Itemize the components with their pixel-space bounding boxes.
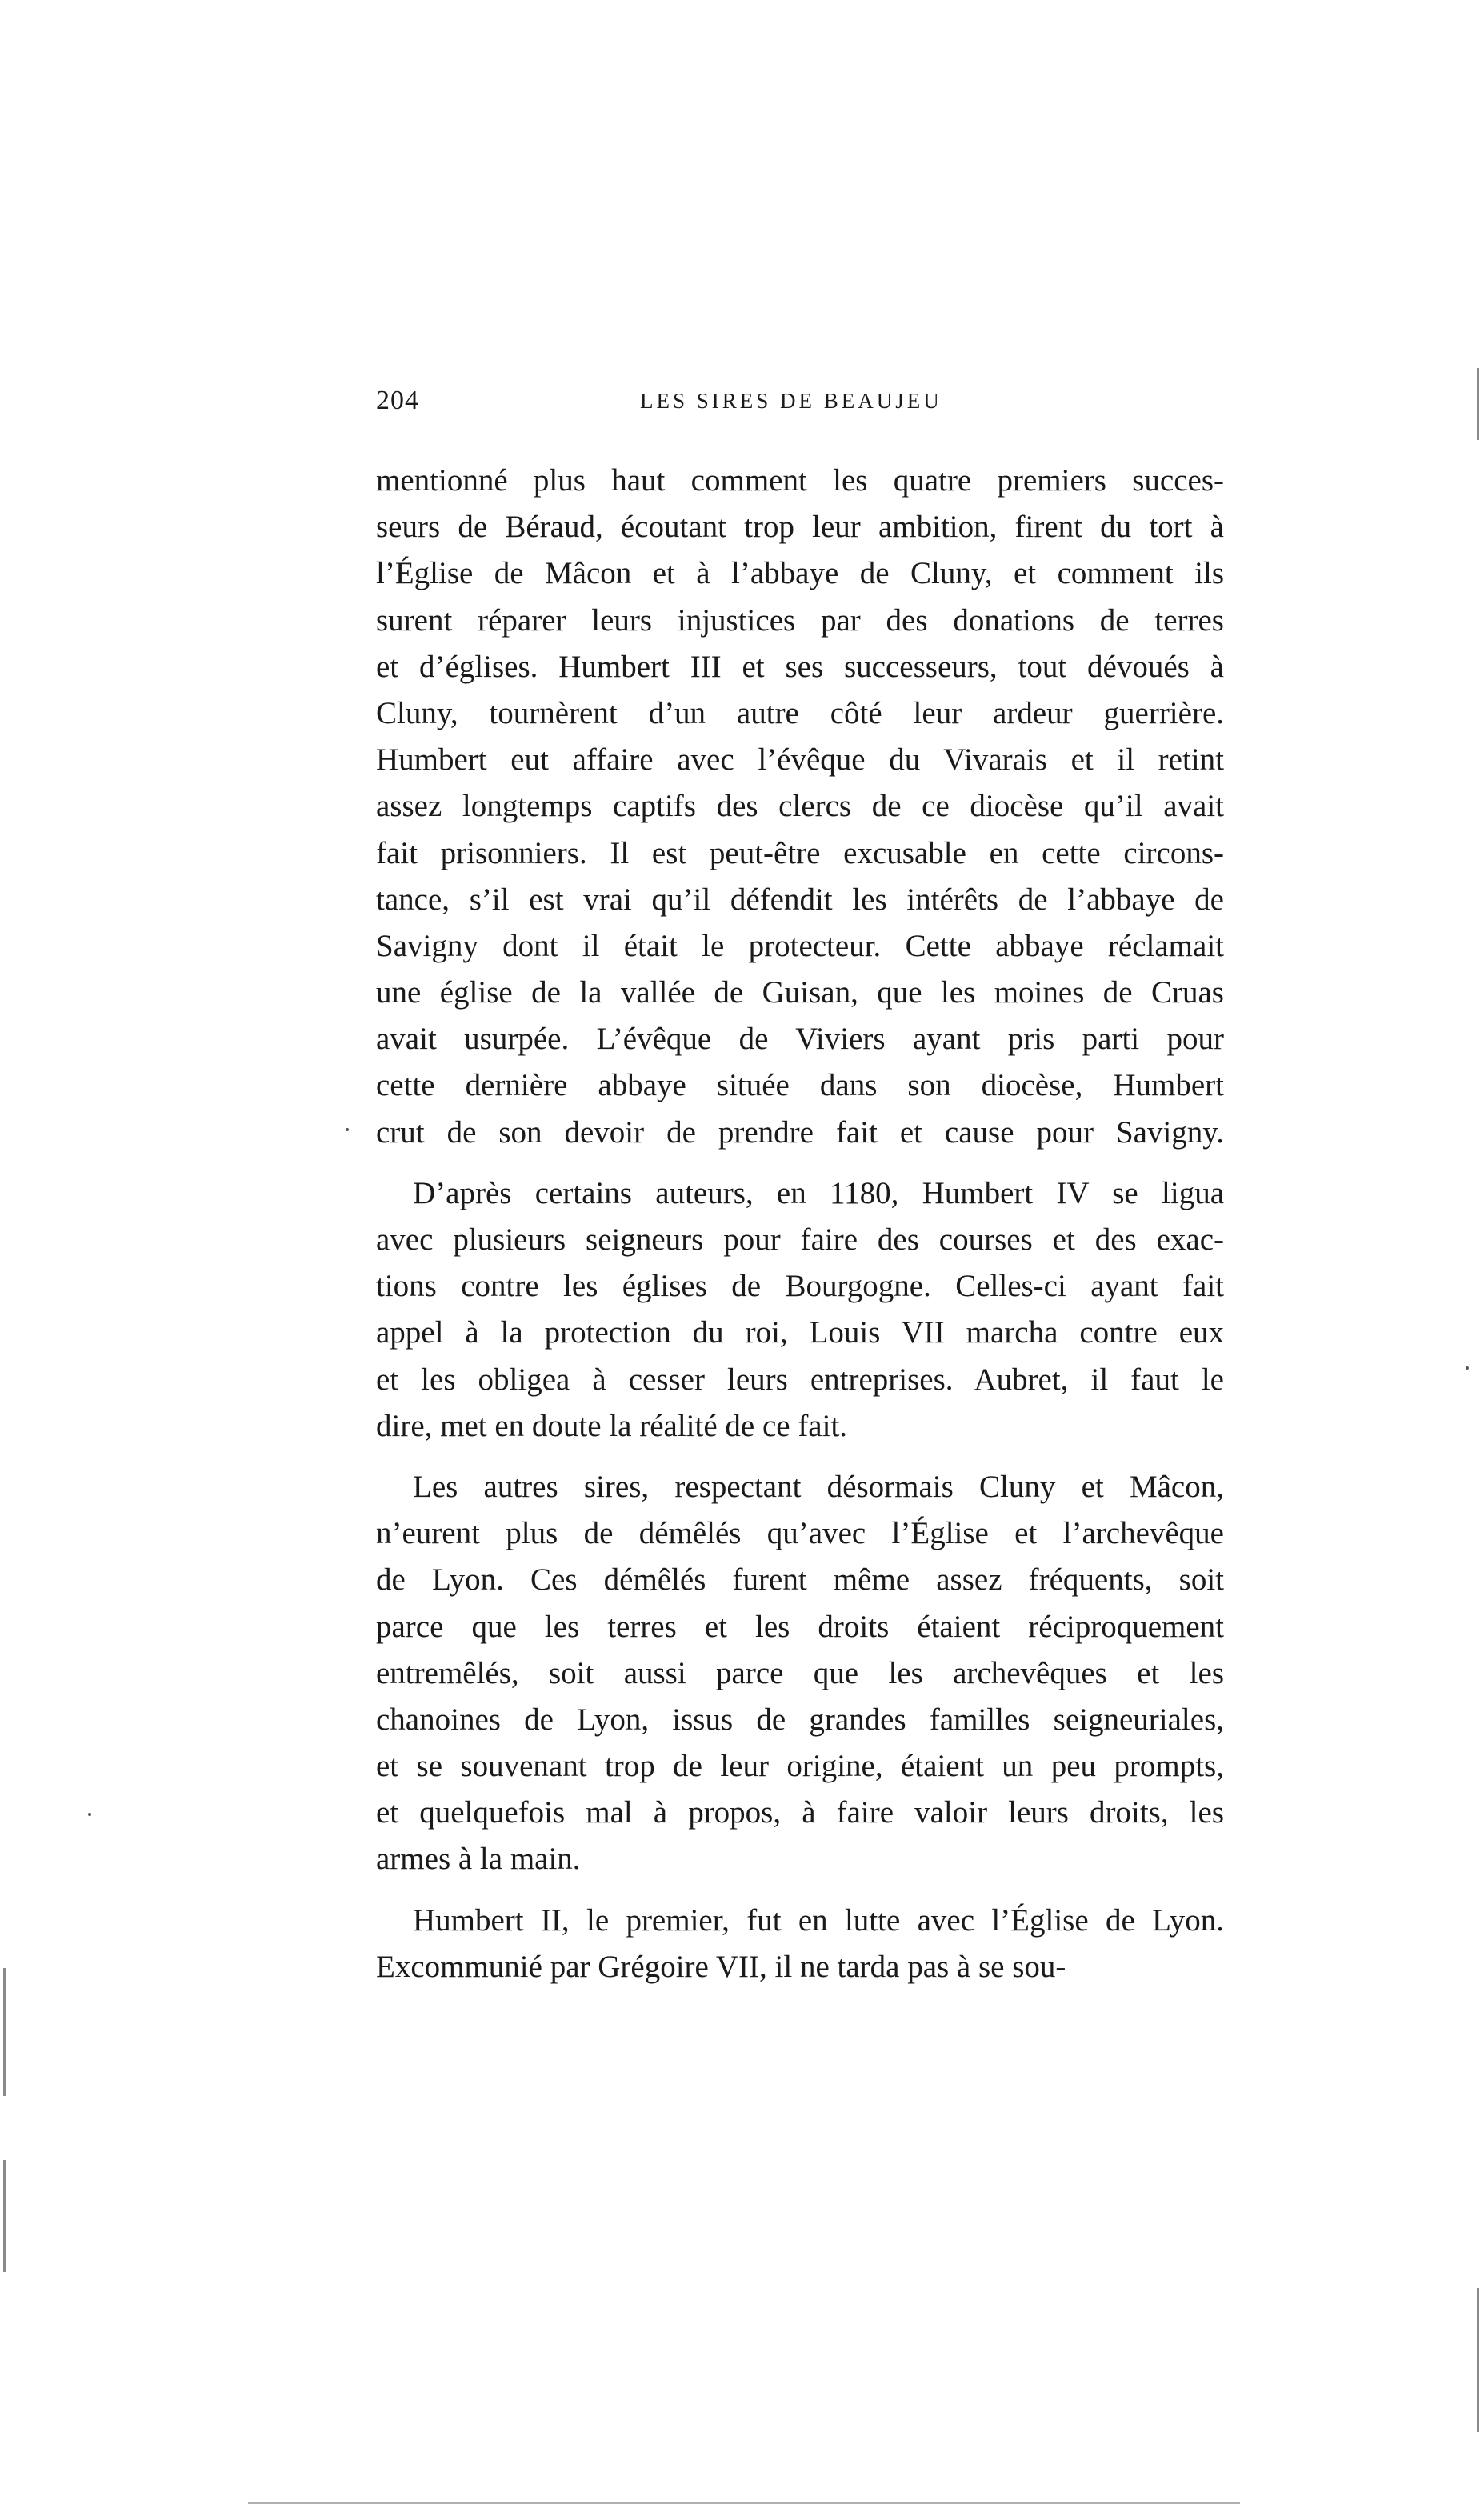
text-line: mentionné plus haut comment les quatre premiers succes- — [376, 463, 1224, 498]
scan-speck — [346, 1128, 349, 1131]
text-line: et d’églises. Humbert III et ses successeurs, tout dévoués à — [376, 649, 1224, 684]
scan-speck — [1466, 1366, 1469, 1370]
text-line: D’après certains auteurs, en 1180, Humbert IV se ligua — [413, 1175, 1224, 1210]
text-line: parce que les terres et les droits étaient réciproquement — [376, 1609, 1224, 1644]
scan-edge-mark-right — [1477, 368, 1479, 440]
text-line: seurs de Béraud, écoutant trop leur ambition, firent du tort à — [376, 510, 1224, 545]
text-line: tions contre les églises de Bourgogne. Celles-ci ayant fait — [376, 1269, 1224, 1304]
text-line: entremêlés, soit aussi parce que les archevêques et les — [376, 1655, 1224, 1690]
text-line: Savigny dont il était le protecteur. Cette abbaye réclamait — [376, 928, 1224, 963]
running-head — [376, 386, 1224, 426]
text-line: avec plusieurs seigneurs pour faire des courses et des exac- — [376, 1222, 1224, 1257]
text-line: une église de la vallée de Guisan, que les moines de Cruas — [376, 975, 1224, 1010]
text-line: l’Église de Mâcon et à l’abbaye de Cluny, et comment ils — [376, 556, 1224, 591]
scan-edge-mark-right-lower — [1477, 2288, 1479, 2432]
text-line: cette dernière abbaye située dans son diocèse, Humbert — [376, 1068, 1224, 1103]
running-title: LES SIRES DE BEAUJEU — [640, 389, 942, 413]
body-text — [376, 458, 1224, 1990]
paragraph — [376, 458, 1224, 1156]
text-line: assez longtemps captifs des clercs de ce diocèse qu’il avait — [376, 789, 1224, 824]
text-line: et se souvenant trop de leur origine, étaient un peu prompts, — [376, 1749, 1224, 1784]
paragraph-gap — [376, 1450, 1224, 1464]
scan-speck — [88, 1813, 91, 1816]
paragraph-gap — [376, 1156, 1224, 1170]
paragraph-gap — [376, 1883, 1224, 1898]
text-line: Les autres sires, respectant désormais Cluny et Mâcon, — [413, 1469, 1224, 1504]
text-line: Humbert II, le premier, fut en lutte avec l’Église de Lyon. — [413, 1902, 1224, 1938]
text-line: n’eurent plus de démêlés qu’avec l’Église et l’archevêque — [376, 1516, 1224, 1551]
text-line: surent réparer leurs injustices par des donations de terres — [376, 602, 1224, 638]
text-line: chanoines de Lyon, issus de grandes familles seigneuriales, — [376, 1702, 1224, 1737]
page-number: 204 — [376, 386, 419, 415]
text-line: crut de son devoir de prendre fait et cause pour Savigny. — [376, 1114, 1224, 1150]
scan-edge-mark-left — [3, 1968, 6, 2096]
text-line: dire, met en doute la réalité de ce fait. — [376, 1408, 848, 1443]
paragraph — [376, 1464, 1224, 1883]
text-line: Cluny, tournèrent d’un autre côté leur ardeur guerrière. — [376, 695, 1224, 730]
scan-edge-mark-left-lower — [3, 2160, 6, 2272]
text-line: Humbert eut affaire avec l’évêque du Vivarais et il retint — [376, 742, 1224, 778]
text-line: et quelquefois mal à propos, à faire valoir leurs droits, les — [376, 1795, 1224, 1830]
paragraph — [376, 1898, 1224, 1990]
text-line: et les obligea à cesser leurs entreprises. Aubret, il faut le — [376, 1362, 1224, 1397]
text-line: avait usurpée. L’évêque de Viviers ayant pris parti pour — [376, 1022, 1224, 1057]
text-line: appel à la protection du roi, Louis VII marcha contre eux — [376, 1315, 1224, 1350]
text-line: fait prisonniers. Il est peut-être excusable en cette circons- — [376, 835, 1224, 870]
text-line: Excommunié par Grégoire VII, il ne tarda pas à se sou- — [376, 1949, 1066, 1984]
paragraph — [376, 1170, 1224, 1450]
scan-bottom-rule — [248, 2502, 1240, 2504]
text-line: armes à la main. — [376, 1842, 581, 1877]
text-line: tance, s’il est vrai qu’il défendit les intérêts de l’abbaye de — [376, 882, 1224, 917]
text-line: de Lyon. Ces démêlés furent même assez fréquents, soit — [376, 1562, 1224, 1598]
